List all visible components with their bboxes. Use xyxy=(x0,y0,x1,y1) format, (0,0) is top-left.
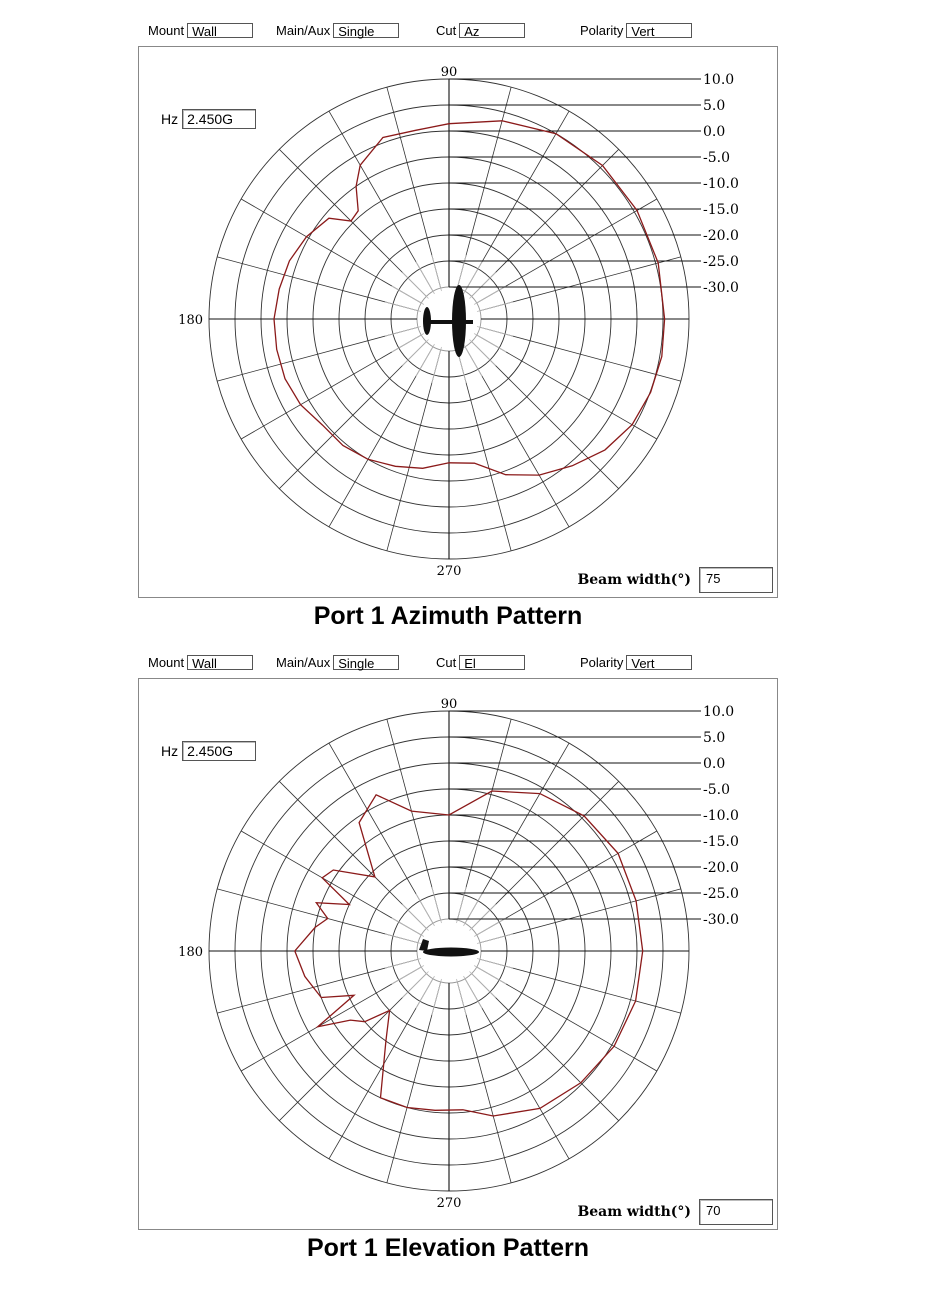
angle-label: 180 xyxy=(178,313,203,328)
cut-param xyxy=(436,655,525,670)
inner-spoke xyxy=(432,347,442,383)
antenna-silhouette-icon xyxy=(423,948,479,957)
angle-label: 270 xyxy=(436,1196,462,1211)
cut-field[interactable]: Az xyxy=(459,23,525,38)
elevation-panel xyxy=(138,652,778,1263)
inner-spoke xyxy=(432,255,442,291)
azimuth-beam-width xyxy=(577,567,773,593)
azimuth-params-bar xyxy=(138,20,778,46)
inner-spoke xyxy=(477,302,513,312)
mount-field[interactable]: Wall xyxy=(187,23,253,38)
db-tick-label: -20.0 xyxy=(703,228,739,244)
azimuth-panel xyxy=(138,20,778,631)
inner-spoke xyxy=(385,959,421,969)
mount-label: Mount xyxy=(148,655,185,670)
inner-spoke xyxy=(432,979,442,1015)
hz-field[interactable]: 2.450G xyxy=(182,741,256,761)
db-tick-label: 10.0 xyxy=(703,72,735,88)
db-tick-label: -15.0 xyxy=(703,202,739,218)
elevation-hz xyxy=(161,741,256,761)
db-tick-label: 5.0 xyxy=(703,98,726,114)
db-tick-label: -5.0 xyxy=(703,150,730,166)
elevation-title: Port 1 Elevation Pattern xyxy=(306,1234,590,1262)
mainaux-param xyxy=(276,655,399,670)
inner-spoke xyxy=(385,934,421,944)
db-tick-label: -30.0 xyxy=(703,912,739,928)
mainaux-label: Main/Aux xyxy=(276,23,331,38)
db-tick-label: -10.0 xyxy=(703,176,739,192)
mainaux-param xyxy=(276,23,399,38)
polarity-param xyxy=(580,23,692,38)
inner-spoke xyxy=(385,302,421,312)
inner-spoke xyxy=(457,979,467,1015)
angle-label: 270 xyxy=(436,564,462,579)
hz-label: Hz xyxy=(161,111,179,127)
mainaux-label: Main/Aux xyxy=(276,655,331,670)
polarity-label: Polarity xyxy=(580,23,624,38)
beam-width-label: Beam width(°) xyxy=(577,1204,691,1220)
inner-spoke xyxy=(477,327,513,337)
mainaux-field[interactable]: Single xyxy=(333,655,399,670)
elevation-plot-frame xyxy=(138,678,778,1230)
mount-param xyxy=(148,23,253,38)
elevation-beam-width xyxy=(577,1199,773,1225)
cut-label: Cut xyxy=(436,655,457,670)
antenna-tail-icon xyxy=(419,939,429,951)
db-tick-label: -20.0 xyxy=(703,860,739,876)
db-tick-label: -30.0 xyxy=(703,280,739,296)
polarity-field[interactable]: Vert xyxy=(626,655,692,670)
azimuth-polar-chart xyxy=(139,47,777,597)
inner-spoke xyxy=(477,959,513,969)
mount-field[interactable]: Wall xyxy=(187,655,253,670)
hz-label: Hz xyxy=(161,743,179,759)
beam-width-label: Beam width(°) xyxy=(577,572,691,588)
polarity-label: Polarity xyxy=(580,655,624,670)
azimuth-title: Port 1 Azimuth Pattern xyxy=(313,602,583,630)
inner-spoke xyxy=(385,327,421,337)
db-tick-label: 5.0 xyxy=(703,730,726,746)
antenna-body-icon xyxy=(425,320,473,324)
cut-field[interactable]: El xyxy=(459,655,525,670)
mainaux-field[interactable]: Single xyxy=(333,23,399,38)
beam-width-field[interactable]: 70 xyxy=(699,1199,773,1225)
db-tick-label: 0.0 xyxy=(703,756,726,772)
hz-field[interactable]: 2.450G xyxy=(182,109,256,129)
angle-label: 180 xyxy=(178,945,203,960)
db-tick-label: -5.0 xyxy=(703,782,730,798)
db-tick-label: -25.0 xyxy=(703,886,739,902)
azimuth-hz xyxy=(161,109,256,129)
angle-label: 90 xyxy=(440,65,458,80)
elevation-params-bar xyxy=(138,652,778,678)
cut-label: Cut xyxy=(436,23,457,38)
antenna-tail-icon xyxy=(423,307,431,335)
elevation-polar-chart xyxy=(139,679,777,1229)
cut-param xyxy=(436,23,525,38)
db-tick-label: 10.0 xyxy=(703,704,735,720)
azimuth-plot-frame xyxy=(138,46,778,598)
beam-width-field[interactable]: 75 xyxy=(699,567,773,593)
db-tick-label: -10.0 xyxy=(703,808,739,824)
polarity-field[interactable]: Vert xyxy=(626,23,692,38)
inner-spoke xyxy=(432,887,442,923)
polarity-param xyxy=(580,655,692,670)
db-tick-label: -15.0 xyxy=(703,834,739,850)
db-tick-label: -25.0 xyxy=(703,254,739,270)
db-tick-label: 0.0 xyxy=(703,124,726,140)
inner-spoke xyxy=(477,934,513,944)
mount-label: Mount xyxy=(148,23,185,38)
angle-label: 90 xyxy=(440,697,458,712)
mount-param xyxy=(148,655,253,670)
